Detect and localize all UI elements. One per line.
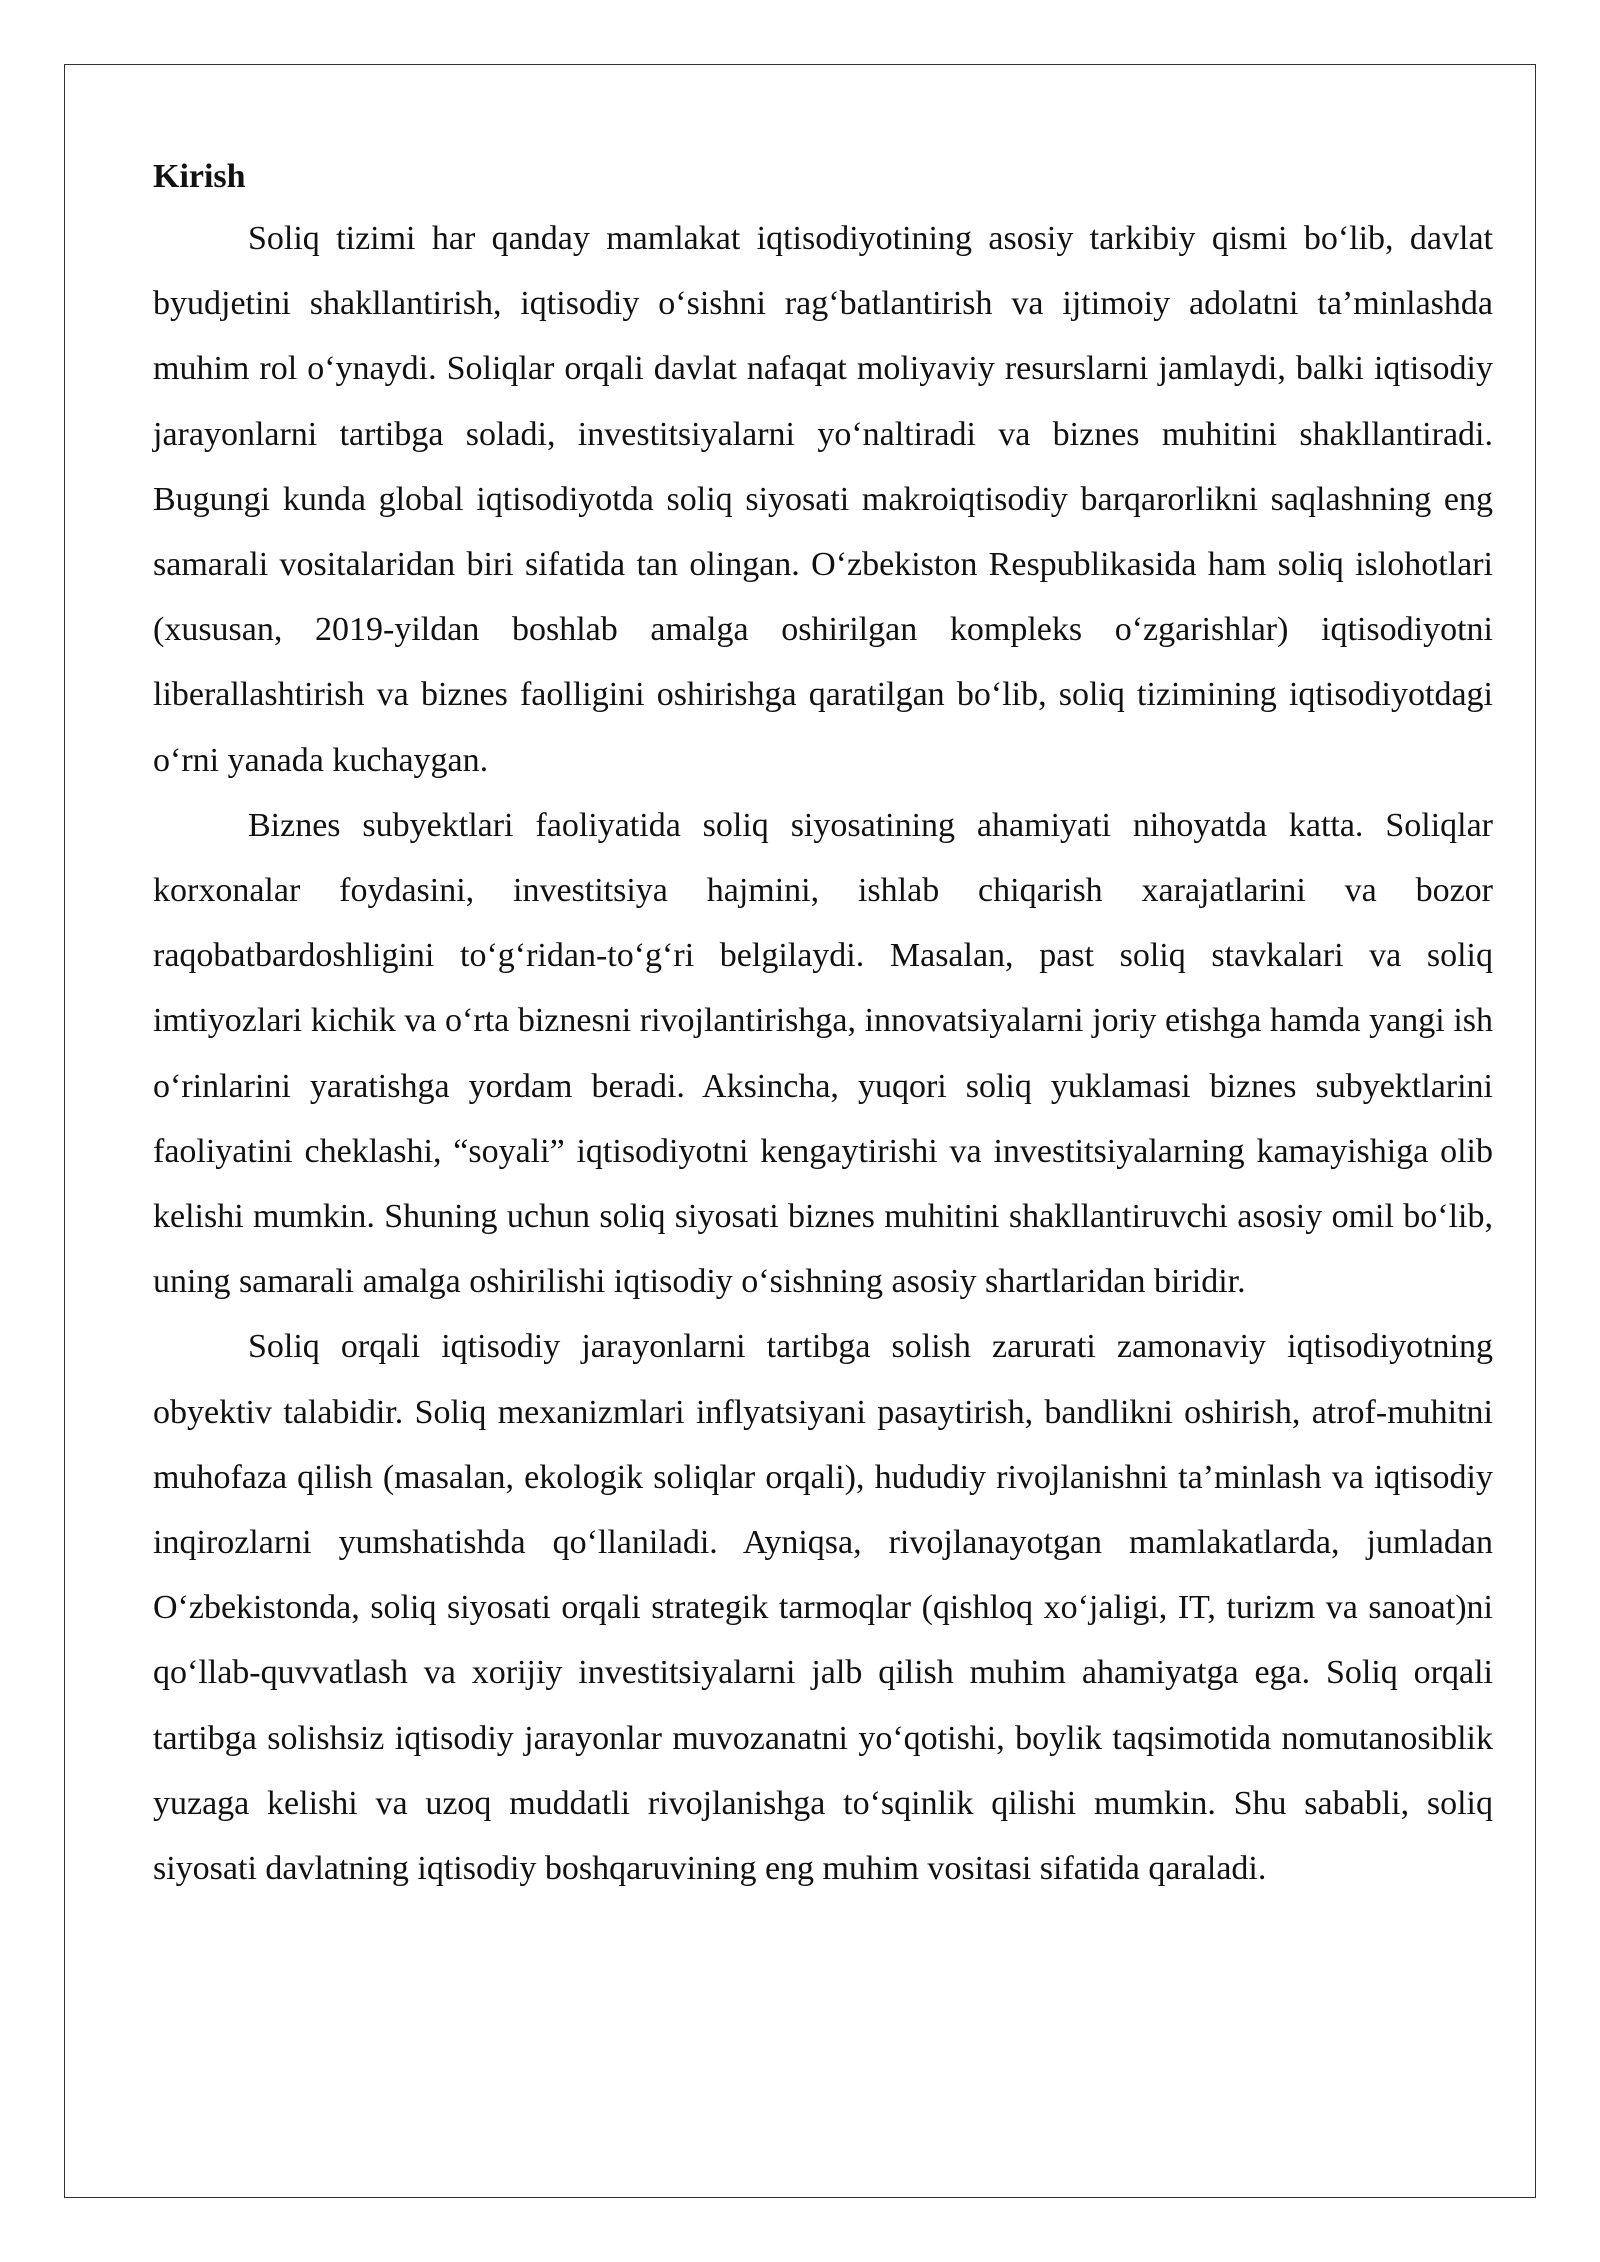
paragraph-1: Soliq tizimi har qanday mamlakat iqtisodiyotining asosiy tarkibiy qismi bo‘lib, davlat byudjetini shakllantirish, iqtisodiy o‘sishni rag‘batlantirish va ijtimoiy adolatni ta’minlashda muhim rol o‘ynaydi. Soliqlar orqali davlat nafaqat moliyaviy resurslarni jamlaydi, balki iqtisodiy jarayonlarni tartibga soladi, investitsiyalarni yo‘naltiradi va biznes muhitini shakllantiradi. Bugungi kunda global iqtisodiyotda soliq siyosati makroiqtisodiy barqarorlikni saqlashning eng samarali vositalaridan biri sifatida tan olingan. O‘zbekiston Respublikasida ham soliq islohotlari (xususan, 2019-yildan boshlab amalga oshirilgan kompleks o‘zgarishlar) iqtisodiyotni liberallashtirish va biznes faolligini oshirishga qaratilgan bo‘lib, soliq tizimining iqtisodiyotdagi o‘rni yanada kuchaygan. <box>153 220 1493 779</box>
paragraph-2: Biznes subyektlari faoliyatida soliq siyosatining ahamiyati nihoyatda katta. Soliqlar korxonalar foydasini, investitsiya hajmini, ishlab chiqarish xarajatlarini va bozor raqobatbardoshligini to‘g‘ridan-to‘g‘ri belgilaydi. Masalan, past soliq stavkalari va soliq imtiyozlari kichik va o‘rta biznesni rivojlantirishga, innovatsiyalarni joriy etishga hamda yangi ish o‘rinlarini yaratishga yordam beradi. Aksincha, yuqori soliq yuklamasi biznes subyektlarini faoliyatini cheklashi, “soyali” iqtisodiyotni kengaytirishi va investitsiyalarning kamayishiga olib kelishi mumkin. Shuning uchun soliq siyosati biznes muhitini shakllantiruvchi asosiy omil bo‘lib, uning samarali amalga oshirilishi iqtisodiy o‘sishning asosiy shartlaridan biridir. <box>153 806 1493 1301</box>
paragraph-3: Soliq orqali iqtisodiy jarayonlarni tartibga solish zarurati zamonaviy iqtisodiyotning obyektiv talabidir. Soliq mexanizmlari inflyatsiyani pasaytirish, bandlikni oshirish, atrof-muhitni muhofaza qilish (masalan, ekologik soliqlar orqali), hududiy rivojlanishni ta’minlash va iqtisodiy inqirozlarni yumshatishda qo‘llaniladi. Ayniqsa, rivojlanayotgan mamlakatlarda, jumladan O‘zbekistonda, soliq siyosati orqali strategik tarmoqlar (qishloq xo‘jaligi, IT, turizm va sanoat)ni qo‘llab-quvvatlash va xorijiy investitsiyalarni jalb qilish muhim ahamiyatga ega. Soliq orqali tartibga solishsiz iqtisodiy jarayonlar muvozanatni yo‘qotishi, boylik taqsimotida nomutanosiblik yuzaga kelishi va uzoq muddatli rivojlanishga to‘sqinlik qilishi mumkin. Shu sababli, soliq siyosati davlatning iqtisodiy boshqaruvining eng muhim vositasi sifatida qaraladi. <box>153 1328 1493 1888</box>
section-heading: Kirish <box>153 158 246 195</box>
document-body <box>153 148 1493 1901</box>
